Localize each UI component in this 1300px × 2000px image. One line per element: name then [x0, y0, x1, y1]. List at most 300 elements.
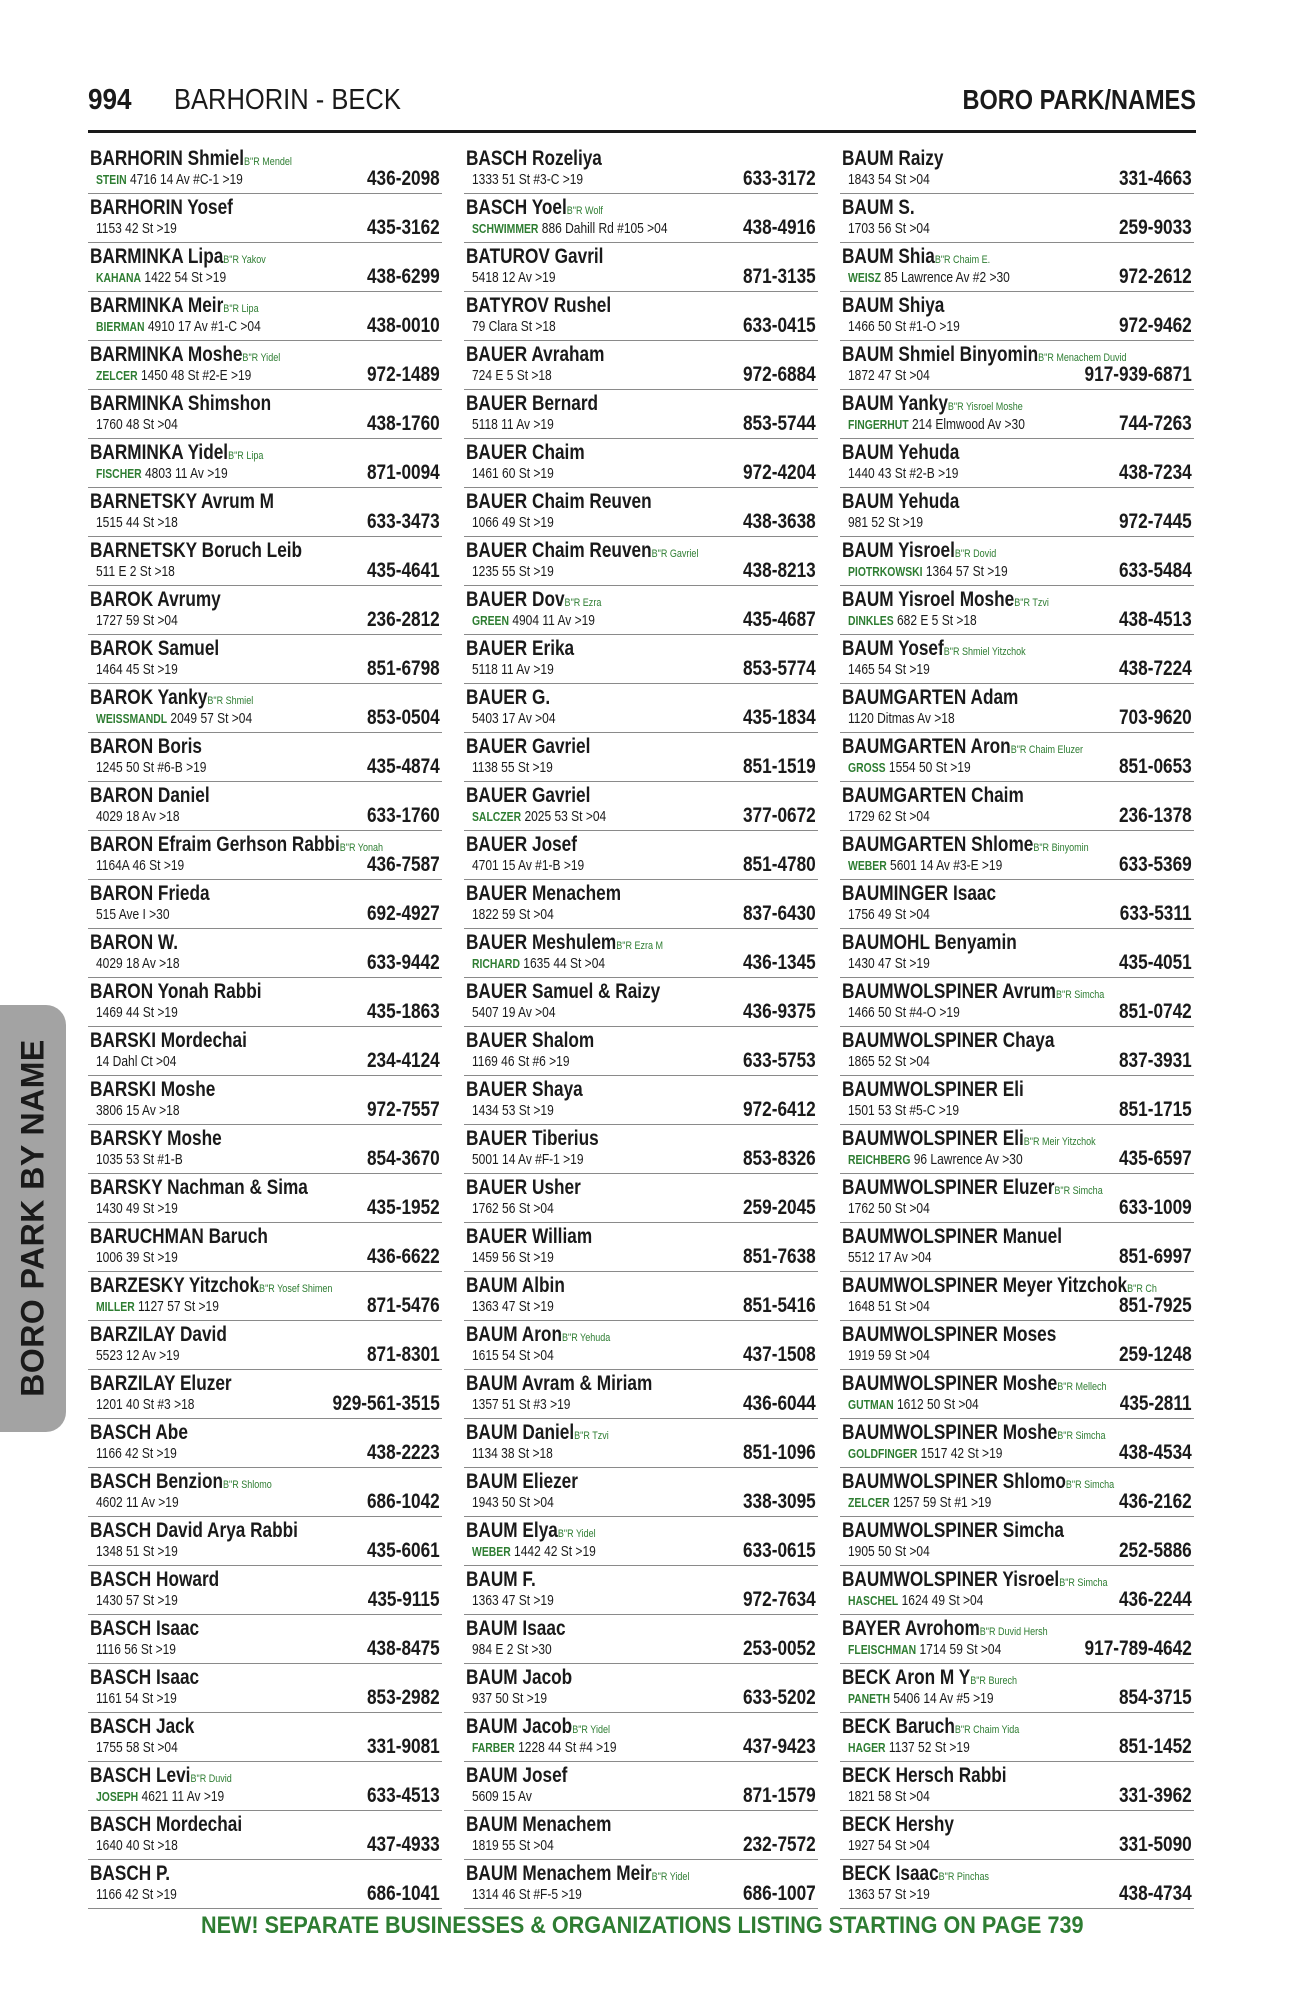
- listing-phone: 917-939-6871: [1084, 363, 1192, 386]
- listing-address-line: [96, 906, 170, 923]
- listing-address: 4716 14 Av #C-1 >19: [129, 171, 243, 188]
- listing-entry: [464, 1713, 818, 1762]
- listing-name: BAUM Yosef: [842, 637, 944, 660]
- listing-name-line: [90, 784, 210, 808]
- footer-notice: [88, 1912, 1196, 1940]
- listing-name-line: [90, 147, 292, 171]
- listing-address: 1729 62 St >04: [848, 808, 930, 825]
- listing-entry: [840, 831, 1194, 880]
- listing-entry: [464, 1860, 818, 1909]
- listing-address-line: [848, 1445, 1002, 1462]
- listing-address: 5118 11 Av >19: [472, 661, 554, 678]
- listing-name-line: [90, 441, 263, 465]
- listing-entry: [464, 439, 818, 488]
- listing-address: 1905 50 St >04: [848, 1543, 930, 1560]
- listing-name: BARON Yonah Rabbi: [90, 980, 262, 1003]
- listing-phone: 236-1378: [1119, 804, 1192, 827]
- listing-name-line: [90, 245, 266, 269]
- listing-name-line: [466, 1078, 583, 1102]
- listing-entry: [464, 1517, 818, 1566]
- listing-address: 1648 51 St >04: [848, 1298, 930, 1315]
- listing-phone: 853-2982: [367, 1686, 440, 1709]
- listing-address-line: [472, 1690, 547, 1707]
- side-tab: [0, 1005, 66, 1432]
- listing-spouse: PIOTRKOWSKI: [848, 564, 923, 579]
- listing-phone: 438-4916: [743, 216, 816, 239]
- listing-parent: B"R Mendel: [244, 156, 292, 168]
- listing-name-line: [90, 196, 233, 220]
- listing-name: BASCH Howard: [90, 1568, 220, 1591]
- listing-address-line: [96, 269, 226, 286]
- listing-entry: [840, 243, 1194, 292]
- listing-address: 682 E 5 St >18: [896, 612, 977, 629]
- listing-entry: [464, 1664, 818, 1713]
- listing-parent: B"R Duvid: [190, 1773, 232, 1785]
- listing-name: BAUMWOLSPINER Shlomo: [842, 1470, 1066, 1493]
- listing-entry: [840, 194, 1194, 243]
- listing-parent: B"R Simcha: [1059, 1577, 1108, 1589]
- listing-address: 5406 14 Av #5 >19: [893, 1690, 994, 1707]
- listing-address-line: [848, 220, 930, 237]
- column-2: [464, 145, 818, 1909]
- listing-address: 1127 57 St >19: [138, 1298, 219, 1315]
- listing-name: BAUMWOLSPINER Moses: [842, 1323, 1057, 1346]
- listing-name: BAUM Yehuda: [842, 441, 960, 464]
- listing-parent: B"R Chaim Yida: [954, 1724, 1020, 1736]
- listing-entry: [88, 1027, 442, 1076]
- listing-spouse: GROSS: [848, 760, 886, 775]
- listing-phone: 972-9462: [1119, 314, 1192, 337]
- listing-phone: 435-1952: [367, 1196, 440, 1219]
- listing-entry: [88, 292, 442, 341]
- listing-name-line: [842, 882, 996, 906]
- listing-phone: 331-9081: [367, 1735, 440, 1758]
- listing-address: 1517 42 St >19: [920, 1445, 1003, 1462]
- listing-entry: [88, 1811, 442, 1860]
- listing-entry: [464, 1076, 818, 1125]
- listing-phone: 234-4124: [367, 1049, 440, 1072]
- listing-address: 1164A 46 St >19: [96, 857, 185, 874]
- listing-spouse: WEBER: [472, 1544, 511, 1559]
- listing-entry: [840, 1223, 1194, 1272]
- listing-address-line: [472, 1837, 554, 1854]
- listing-name-line: [466, 1862, 689, 1886]
- listing-parent: B"R Tzvi: [574, 1430, 609, 1442]
- listing-address: 984 E 2 St >30: [472, 1641, 552, 1658]
- listing-address: 1422 54 St >19: [144, 269, 227, 286]
- listing-spouse: HAGER: [848, 1740, 886, 1755]
- listing-entry: [88, 341, 442, 390]
- listing-address: 1554 50 St >19: [888, 759, 971, 776]
- listing-address-line: [848, 1102, 959, 1119]
- listing-parent: B"R Shmiel: [207, 695, 254, 707]
- listing-address-line: [472, 1494, 554, 1511]
- listing-parent: B"R Shmiel Yitzchok: [943, 646, 1026, 658]
- listing-name-line: [466, 980, 660, 1004]
- listing-name: BAUER Chaim: [466, 441, 585, 464]
- listing-name: BASCH Jack: [90, 1715, 195, 1738]
- listing-spouse: GUTMAN: [848, 1397, 894, 1412]
- listing-name: BAYER Avrohom: [842, 1617, 980, 1640]
- listing-phone: 438-7224: [1119, 657, 1192, 680]
- listing-address-line: [472, 1004, 556, 1021]
- listing-address-line: [472, 857, 584, 874]
- listing-name-line: [842, 1372, 1107, 1396]
- listing-entry: [88, 1566, 442, 1615]
- listing-name-line: [842, 1568, 1108, 1592]
- listing-address-line: [848, 1298, 930, 1315]
- listing-entry: [840, 1125, 1194, 1174]
- listing-entry: [88, 684, 442, 733]
- listing-parent: B"R Ezra M: [616, 940, 664, 952]
- listing-name: BARMINKA Yidel: [90, 441, 229, 464]
- listing-entry: [464, 1272, 818, 1321]
- listing-entry: [88, 145, 442, 194]
- listing-name-line: [90, 931, 178, 955]
- listing-name: BASCH Abe: [90, 1421, 188, 1444]
- listing-phone: 435-2811: [1120, 1392, 1192, 1415]
- listing-name-line: [90, 1715, 194, 1739]
- listing-phone: 633-1009: [1119, 1196, 1192, 1219]
- listing-phone: 436-2244: [1119, 1588, 1192, 1611]
- listing-name: BECK Hershy: [842, 1813, 954, 1836]
- listing-address-line: [96, 563, 175, 580]
- listing-name-line: [842, 1225, 1062, 1249]
- listing-entry: [88, 635, 442, 684]
- listing-name: BAUMWOLSPINER Chaya: [842, 1029, 1055, 1052]
- listing-parent: B"R Gavriel: [651, 548, 699, 560]
- listing-address: 1363 47 St >19: [472, 1592, 554, 1609]
- listing-address-line: [472, 1396, 570, 1413]
- listing-entry: [840, 1272, 1194, 1321]
- listing-entry: [840, 929, 1194, 978]
- listing-spouse: KAHANA: [96, 270, 142, 285]
- listing-name-line: [466, 784, 590, 808]
- listing-address-line: [472, 612, 595, 629]
- listing-address-line: [472, 1151, 584, 1168]
- listing-name-line: [842, 637, 1026, 661]
- listing-name: BARZILAY Eluzer: [90, 1372, 232, 1395]
- listing-name: BASCH Isaac: [90, 1666, 200, 1689]
- listing-name: BARHORIN Yosef: [90, 196, 233, 219]
- listing-address-line: [848, 318, 960, 335]
- listing-entry: [88, 537, 442, 586]
- listing-entry: [464, 586, 818, 635]
- listing-address: 886 Dahill Rd #105 >04: [541, 220, 668, 237]
- listing-address: 14 Dahl Ct >04: [96, 1053, 177, 1070]
- listing-spouse: PANETH: [848, 1691, 890, 1706]
- listing-address: 515 Ave I >30: [96, 906, 170, 923]
- listing-entry: [88, 929, 442, 978]
- listing-name-line: [466, 1666, 572, 1690]
- listing-entry: [464, 782, 818, 831]
- listing-name-line: [90, 539, 302, 563]
- listing-address-line: [472, 1543, 596, 1560]
- listing-entry: [840, 1615, 1194, 1664]
- listing-name-line: [842, 245, 990, 269]
- listing-address: 1640 40 St >18: [96, 1837, 178, 1854]
- listing-entry: [88, 831, 442, 880]
- listing-name-line: [90, 392, 271, 416]
- listing-address: 1756 49 St >04: [848, 906, 930, 923]
- listing-name: BAUMWOLSPINER Eli: [842, 1078, 1024, 1101]
- listing-entry: [464, 1615, 818, 1664]
- listing-name-line: [842, 196, 915, 220]
- listing-name: BARSKI Mordechai: [90, 1029, 247, 1052]
- listing-address: 1762 50 St >04: [848, 1200, 930, 1217]
- listing-entry: [840, 978, 1194, 1027]
- listing-phone: 253-0052: [743, 1637, 816, 1660]
- listing-name: BAUER Erika: [466, 637, 575, 660]
- listing-address-line: [472, 220, 668, 237]
- listing-phone: 692-4927: [367, 902, 440, 925]
- listing-address-line: [848, 661, 930, 678]
- listing-name: BAUM Yehuda: [842, 490, 960, 513]
- listing-address: 1137 52 St >19: [888, 1739, 970, 1756]
- listing-name-line: [466, 294, 611, 318]
- listing-entry: [88, 1762, 442, 1811]
- listing-entry: [464, 1762, 818, 1811]
- listing-address: 4029 18 Av >18: [96, 808, 180, 825]
- listing-phone: 437-4933: [367, 1833, 440, 1856]
- listing-address-line: [848, 612, 977, 629]
- listing-phone: 438-4534: [1119, 1441, 1192, 1464]
- listing-spouse: WEISZ: [848, 270, 881, 285]
- listing-address: 1314 46 St #F-5 >19: [472, 1886, 582, 1903]
- listing-name-line: [842, 1078, 1024, 1102]
- listing-name-line: [466, 1372, 652, 1396]
- listing-name-line: [466, 735, 590, 759]
- listing-address-line: [472, 318, 556, 335]
- listing-phone: 438-4734: [1119, 1882, 1192, 1905]
- listing-name-line: [90, 1764, 232, 1788]
- listing-name: BECK Isaac: [842, 1862, 939, 1885]
- listing-name-line: [466, 147, 602, 171]
- listing-columns: [88, 145, 1196, 1905]
- listing-name: BAROK Yanky: [90, 686, 208, 709]
- listing-entry: [840, 292, 1194, 341]
- listing-name: BASCH Yoel: [466, 196, 567, 219]
- listing-name: BAUMWOLSPINER Simcha: [842, 1519, 1064, 1542]
- listing-entry: [840, 733, 1194, 782]
- listing-address-line: [96, 1249, 178, 1266]
- listing-phone: 633-3473: [367, 510, 440, 533]
- listing-address-line: [472, 1200, 554, 1217]
- listing-address: 1333 51 St #3-C >19: [472, 171, 584, 188]
- listing-name-line: [466, 1127, 599, 1151]
- listing-name-line: [842, 931, 1017, 955]
- listing-name: BAUMWOLSPINER Yisroel: [842, 1568, 1060, 1591]
- listing-name-line: [842, 1715, 1019, 1739]
- listing-entry: [840, 145, 1194, 194]
- listing-address: 1919 59 St >04: [848, 1347, 930, 1364]
- listing-name-line: [842, 1274, 1157, 1298]
- listing-spouse: HASCHEL: [848, 1593, 899, 1608]
- listing-name-line: [90, 1372, 232, 1396]
- listing-address-line: [848, 1641, 1001, 1658]
- listing-name-line: [90, 1078, 215, 1102]
- listing-address: 4621 11 Av >19: [141, 1788, 225, 1805]
- listing-name-line: [466, 833, 577, 857]
- listing-entry: [464, 194, 818, 243]
- listing-entry: [464, 1174, 818, 1223]
- listing-address-line: [472, 955, 605, 972]
- listing-phone: 703-9620: [1119, 706, 1192, 729]
- listing-spouse: WEBER: [848, 858, 887, 873]
- listing-parent: B"R Yakov: [223, 254, 266, 266]
- listing-name: BECK Aron M Y: [842, 1666, 971, 1689]
- listing-parent: B"R Yidel: [572, 1724, 611, 1736]
- listing-entry: [840, 1174, 1194, 1223]
- listing-address: 981 52 St >19: [848, 514, 924, 531]
- listing-name-line: [90, 1813, 242, 1837]
- listing-entry: [840, 1076, 1194, 1125]
- listing-phone: 435-4874: [367, 755, 440, 778]
- listing-parent: B"R Pinchas: [938, 1871, 990, 1883]
- listing-name-line: [466, 1421, 609, 1445]
- listing-spouse: ZELCER: [848, 1495, 890, 1510]
- listing-address: 1822 59 St >04: [472, 906, 554, 923]
- listing-address: 1450 48 St #2-E >19: [140, 367, 252, 384]
- listing-name: BAUMINGER Isaac: [842, 882, 997, 905]
- listing-address: 5001 14 Av #F-1 >19: [472, 1151, 584, 1168]
- listing-entry: [464, 145, 818, 194]
- listing-phone: 633-3172: [743, 167, 816, 190]
- listing-address-line: [96, 661, 178, 678]
- listing-name-line: [466, 1323, 610, 1347]
- listing-address: 1257 59 St #1 >19: [892, 1494, 992, 1511]
- listing-entry: [840, 1370, 1194, 1419]
- listing-entry: [88, 1370, 442, 1419]
- listing-phone: 851-1452: [1119, 1735, 1192, 1758]
- listing-entry: [840, 439, 1194, 488]
- listing-address-line: [472, 759, 553, 776]
- listing-name: BASCH P.: [90, 1862, 171, 1885]
- listing-name: BAUER Gavriel: [466, 784, 591, 807]
- listing-phone: 436-6622: [367, 1245, 440, 1268]
- listing-name: BAROK Avrumy: [90, 588, 221, 611]
- listing-name: BAUM Isaac: [466, 1617, 566, 1640]
- listing-name: BAUER Menachem: [466, 882, 622, 905]
- listing-name-line: [466, 1715, 610, 1739]
- listing-address: 1464 45 St >19: [96, 661, 178, 678]
- listing-address: 1943 50 St >04: [472, 1494, 554, 1511]
- listing-address-line: [848, 1004, 960, 1021]
- listing-name: BARNETSKY Avrum M: [90, 490, 275, 513]
- listing-address: 4029 18 Av >18: [96, 955, 180, 972]
- listing-phone: 851-6997: [1119, 1245, 1192, 1268]
- listing-parent: B"R Chaim Eluzer: [1010, 744, 1084, 756]
- listing-name-line: [90, 294, 259, 318]
- listing-name-line: [90, 686, 253, 710]
- listing-address: 1228 44 St #4 >19: [518, 1739, 617, 1756]
- listing-address-line: [848, 171, 930, 188]
- listing-address-line: [848, 955, 930, 972]
- listing-address-line: [96, 1641, 176, 1658]
- listing-address: 1434 53 St >19: [472, 1102, 554, 1119]
- listing-address-line: [96, 1347, 180, 1364]
- listing-name-line: [466, 1617, 566, 1641]
- listing-name: BAUMGARTEN Aron: [842, 735, 1011, 758]
- listing-parent: B"R Tzvi: [1014, 597, 1049, 609]
- page-number: 994: [88, 84, 132, 116]
- listing-entry: [88, 243, 442, 292]
- listing-phone: 972-7634: [743, 1588, 816, 1611]
- listing-name: BAUM F.: [466, 1568, 536, 1591]
- listing-address: 2049 57 St >04: [170, 710, 253, 727]
- listing-name-line: [90, 1568, 219, 1592]
- listing-address-line: [96, 1298, 219, 1315]
- listing-address-line: [848, 1249, 932, 1266]
- listing-address-line: [472, 416, 554, 433]
- listing-name-line: [842, 1764, 1007, 1788]
- listing-entry: [464, 1125, 818, 1174]
- listing-phone: 686-1041: [367, 1882, 440, 1905]
- listing-name-line: [466, 1519, 596, 1543]
- listing-name-line: [842, 980, 1104, 1004]
- listing-address: 1635 44 St >04: [523, 955, 606, 972]
- listing-address-line: [96, 1837, 178, 1854]
- listing-entry: [88, 1615, 442, 1664]
- listing-phone: 633-5753: [743, 1049, 816, 1072]
- listing-address-line: [848, 1053, 930, 1070]
- listing-phone: 871-3135: [743, 265, 816, 288]
- listing-name-line: [466, 392, 598, 416]
- listing-address-line: [96, 1690, 177, 1707]
- listing-name-line: [842, 1176, 1103, 1200]
- listing-entry: [88, 1664, 442, 1713]
- listing-name: BAUMWOLSPINER Meyer Yitzchok: [842, 1274, 1128, 1297]
- listing-spouse: FINGERHUT: [848, 417, 909, 432]
- listing-phone: 851-6798: [367, 657, 440, 680]
- listing-name: BAUMWOLSPINER Manuel: [842, 1225, 1063, 1248]
- listing-address: 1466 50 St #1-O >19: [848, 318, 960, 335]
- listing-phone: 871-1579: [743, 1784, 816, 1807]
- listing-name: BECK Hersch Rabbi: [842, 1764, 1007, 1787]
- listing-name: BARSKY Moshe: [90, 1127, 222, 1150]
- listing-phone: 438-1760: [367, 412, 440, 435]
- listing-phone: 338-3095: [743, 1490, 816, 1513]
- listing-phone: 436-2162: [1119, 1490, 1192, 1513]
- listing-name-line: [842, 1617, 1048, 1641]
- listing-spouse: MILLER: [96, 1299, 135, 1314]
- listing-phone: 437-1508: [743, 1343, 816, 1366]
- listing-name: BAUM Albin: [466, 1274, 565, 1297]
- listing-spouse: FARBER: [472, 1740, 515, 1755]
- listing-spouse: BIERMAN: [96, 319, 145, 334]
- listing-name: BAUER Chaim Reuven: [466, 490, 652, 513]
- listing-address: 1501 53 St #5-C >19: [848, 1102, 960, 1119]
- listing-name-line: [842, 1029, 1054, 1053]
- listing-address-line: [848, 514, 923, 531]
- listing-name: BARMINKA Meir: [90, 294, 224, 317]
- listing-phone: 331-5090: [1119, 1833, 1192, 1856]
- listing-entry: [464, 1566, 818, 1615]
- listing-name: BASCH Mordechai: [90, 1813, 243, 1836]
- listing-name-line: [466, 1176, 581, 1200]
- listing-address-line: [472, 465, 554, 482]
- listing-address: 1442 42 St >19: [514, 1543, 596, 1560]
- listing-name: BAUM Raizy: [842, 147, 944, 170]
- listing-entry: [464, 978, 818, 1027]
- listing-phone: 851-7925: [1119, 1294, 1192, 1317]
- listing-address: 1066 49 St >19: [472, 514, 554, 531]
- listing-address: 1134 38 St >18: [472, 1445, 553, 1462]
- listing-parent: B"R Burech: [970, 1675, 1018, 1687]
- listing-address-line: [848, 1592, 983, 1609]
- listing-address-line: [472, 1445, 553, 1462]
- listing-name: BAROK Samuel: [90, 637, 220, 660]
